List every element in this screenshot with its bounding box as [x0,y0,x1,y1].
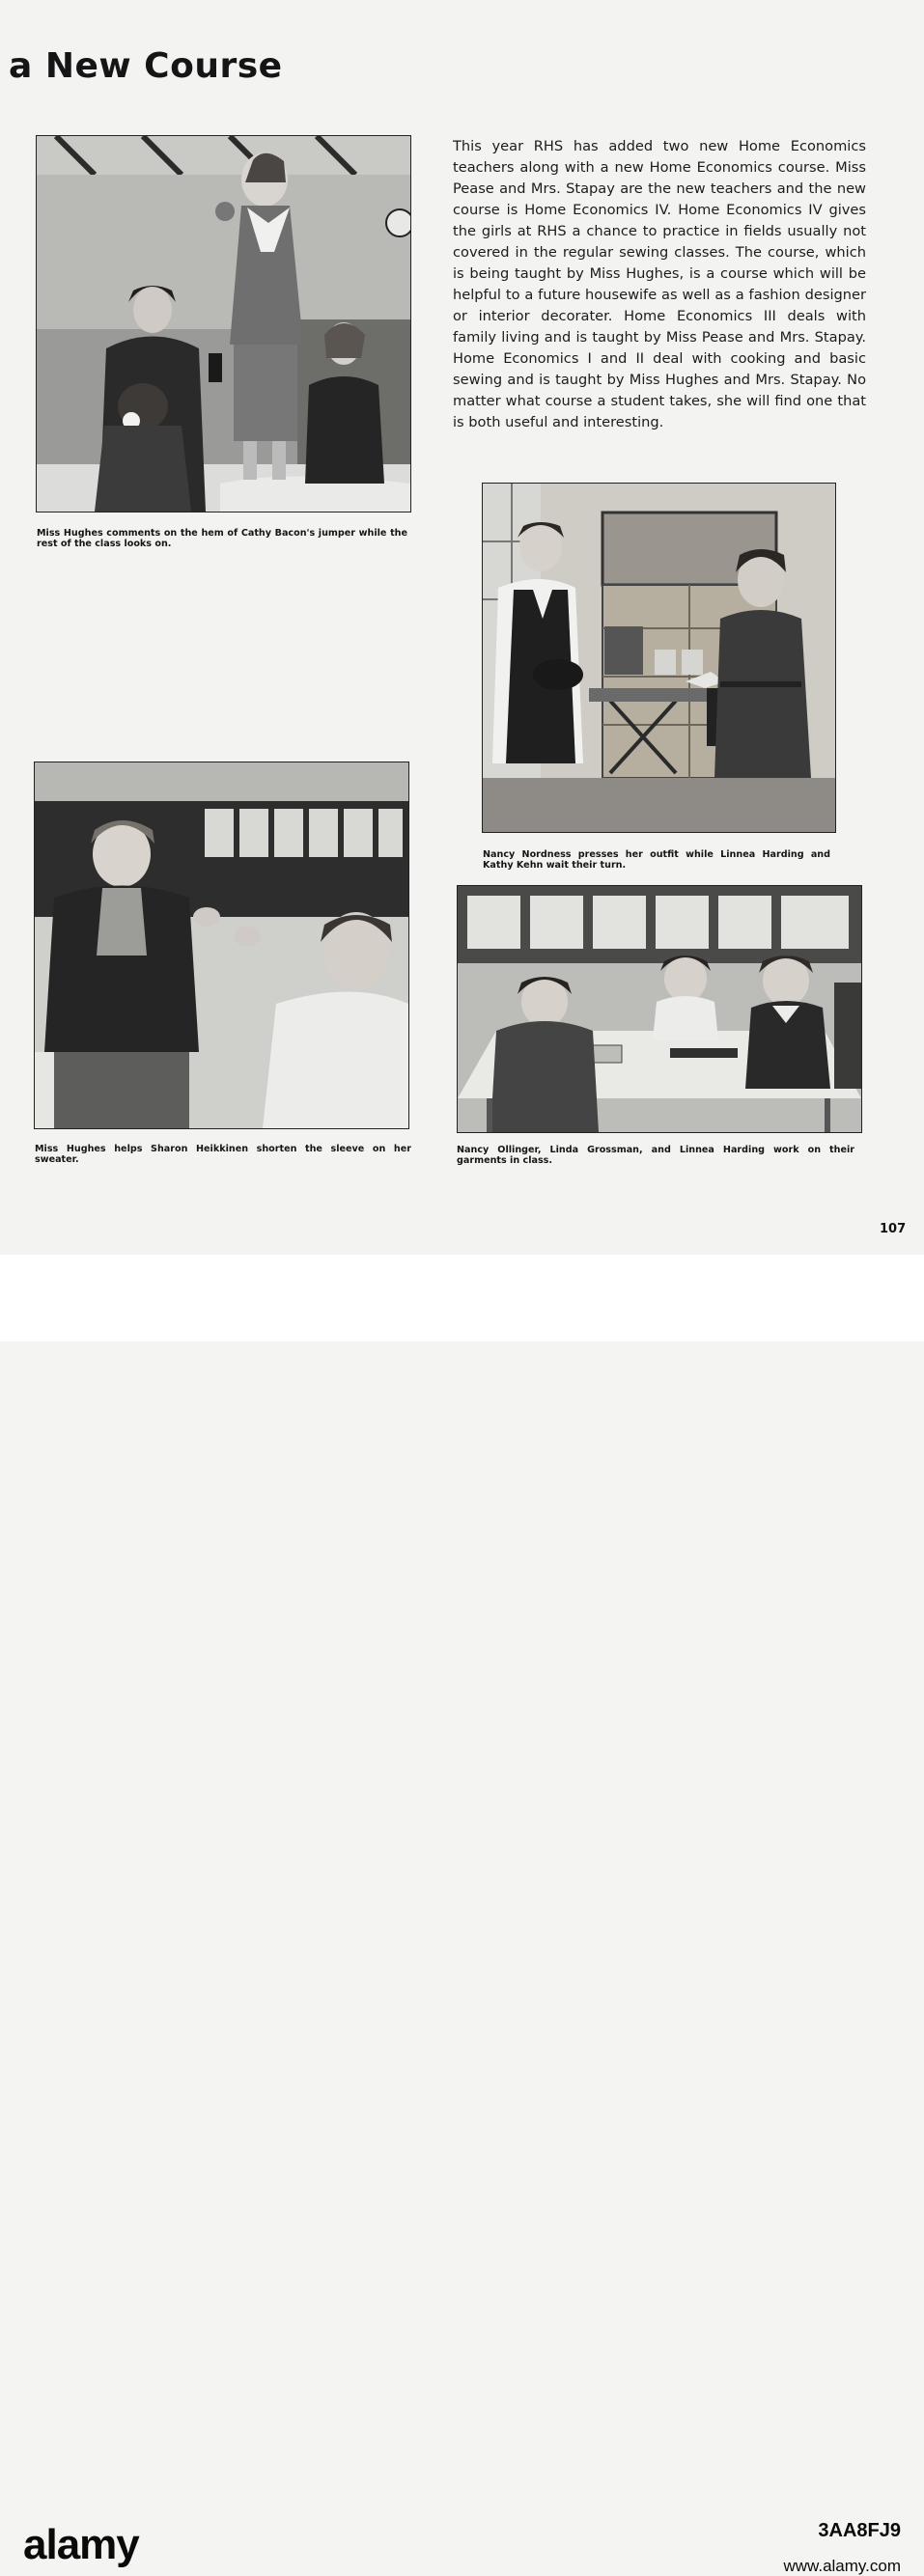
photo-sewing-class [457,885,862,1133]
image-id: 3AA8FJ9 [818,2520,901,2541]
photo-caption: Nancy Nordness presses her outfit while Linnea Harding and Kathy Kehn wait their turn. [483,849,830,871]
photo-caption: Nancy Ollinger, Linda Grossman, and Linnea Harding work on their garments in class. [457,1145,854,1166]
brand-url: www.alamy.com [783,2557,901,2575]
alamy-logo: alamy [23,2521,139,2568]
page-number: 107 [880,1222,907,1236]
photo-caption: Miss Hughes helps Sharon Heikkinen shorten the sleeve on her sweater. [35,1144,411,1165]
photo-ironing [482,483,836,833]
photo-fitting-on-table [36,135,411,512]
photo-sleeve-shortening [34,762,409,1129]
yearbook-page [0,0,924,1255]
photo-caption: Miss Hughes comments on the hem of Cathy Bacon's jumper while the rest of the class looks on. [37,528,407,549]
article-body: This year RHS has added two new Home Economics teachers along with a new Home Economics course. Miss Pease and Mrs. Stapay are the new teachers and the new course is Home Economics IV. Home Economics IV gives the girls at RHS a chance to practice in fields usually not covered in the regular sewing classes. The course, which is being taught by Miss Hughes, is a course which will be helpful to a future housewife as well as a fashion designer or interior decorater. Home Economics III deals with family living and is taught by Miss Pease and Mrs. Stapay. Home Economics I and II deal with cooking and basic sewing and is taught by Miss Hughes and Mrs. Stapay. No matter what course a student takes, she will find one that is both useful and interesting. [453,138,866,430]
watermark-footer [0,1255,924,2575]
page-title: a New Course [9,46,283,86]
